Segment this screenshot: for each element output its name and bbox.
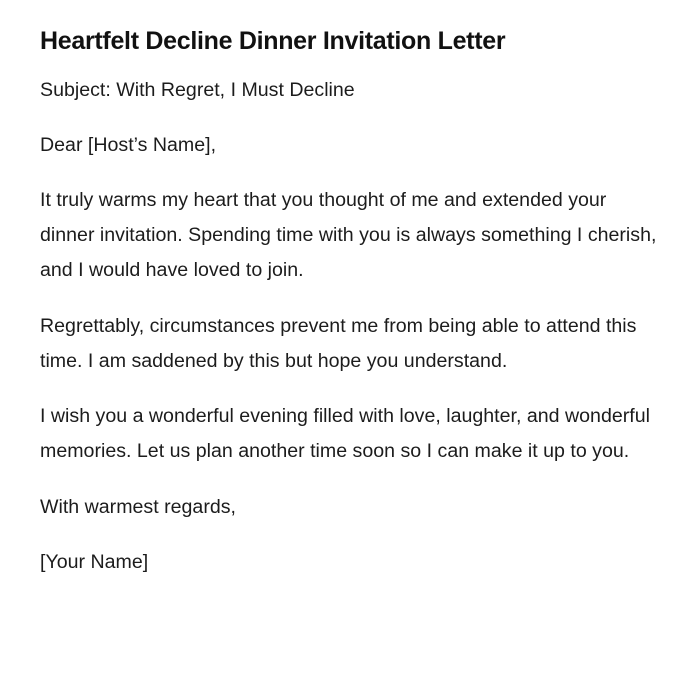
letter-title: Heartfelt Decline Dinner Invitation Letter xyxy=(40,27,506,55)
letter-greeting: Dear [Host’s Name], xyxy=(40,134,217,156)
letter-signature: [Your Name] xyxy=(40,551,149,573)
letter-paragraph: I wish you a wonderful evening filled with love, laughter, and wonderful memories. Let us plan another time soon so I can make it up to you. xyxy=(40,405,650,462)
letter-subject: Subject: With Regret, I Must Decline xyxy=(40,79,355,101)
letter-paragraph: Regrettably, circumstances prevent me from being able to attend this time. I am saddened by this but hope you understand. xyxy=(40,315,637,372)
letter-closing: With warmest regards, xyxy=(40,496,236,518)
letter-paragraph: It truly warms my heart that you thought of me and extended your dinner invitation. Spending time with you is always something I cherish, and I would have loved to join. xyxy=(40,189,657,281)
